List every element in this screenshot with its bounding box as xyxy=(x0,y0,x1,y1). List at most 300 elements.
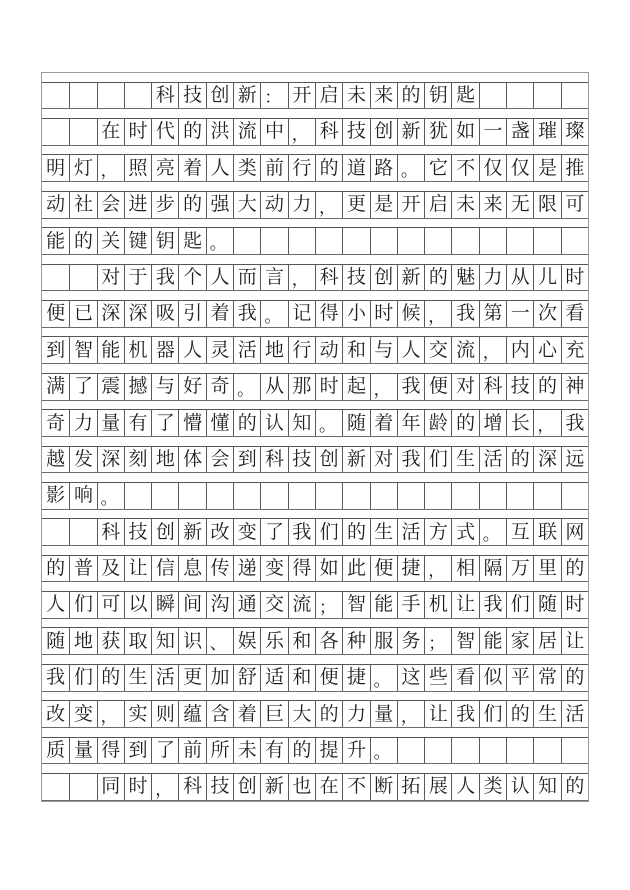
character-cell: 深 xyxy=(97,301,124,327)
text-row xyxy=(42,728,588,764)
character-cell: 言 xyxy=(260,265,287,291)
character-cell: 无 xyxy=(506,192,533,218)
character-cell: 通 xyxy=(233,592,260,618)
character-cell: 人 xyxy=(206,155,233,181)
character-cell: 随 xyxy=(342,410,369,436)
character-cell: 流 xyxy=(233,119,260,145)
empty-grid-cell xyxy=(424,228,451,254)
text-row xyxy=(42,109,588,145)
character-cell: 家 xyxy=(506,628,533,654)
character-cell: 内 xyxy=(506,337,533,363)
character-cell: 开 xyxy=(397,192,424,218)
character-cell: 大 xyxy=(288,701,315,727)
empty-grid-cell xyxy=(288,228,315,254)
empty-grid-cell xyxy=(533,483,560,509)
character-cell: 与 xyxy=(151,374,178,400)
character-cell: 时 xyxy=(124,774,151,800)
character-cell: 的 xyxy=(233,410,260,436)
character-cell: 活 xyxy=(479,447,506,473)
character-cell: 着 xyxy=(178,155,205,181)
character-cell: 我 xyxy=(451,701,478,727)
character-cell: 了 xyxy=(69,374,96,400)
character-cell: 起 xyxy=(342,374,369,400)
character-cell: 知 xyxy=(533,774,560,800)
grid-cells xyxy=(42,373,588,401)
text-row xyxy=(42,255,588,291)
character-cell: 让 xyxy=(424,701,451,727)
character-cell: 已 xyxy=(69,301,96,327)
character-cell: 得 xyxy=(288,556,315,582)
empty-grid-cell xyxy=(370,483,397,509)
character-cell: 而 xyxy=(233,265,260,291)
character-cell: 我 xyxy=(233,301,260,327)
character-cell: 们 xyxy=(506,592,533,618)
text-row xyxy=(42,692,588,728)
character-cell: 里 xyxy=(533,556,560,582)
character-cell: 越 xyxy=(46,447,66,470)
character-cell: 活 xyxy=(397,519,424,545)
grid-cells xyxy=(42,227,588,255)
text-row xyxy=(42,364,588,400)
character-cell: 在 xyxy=(97,119,124,145)
character-cell: 动 xyxy=(46,193,66,216)
text-row xyxy=(42,655,588,691)
character-cell: 及 xyxy=(97,556,124,582)
character-cell: 技 xyxy=(342,119,369,145)
character-cell: 创 xyxy=(370,119,397,145)
character-cell: 时 xyxy=(315,374,342,400)
character-cell: 便 xyxy=(424,374,451,400)
character-cell: 便 xyxy=(315,665,342,691)
character-cell: 奇 xyxy=(206,374,233,400)
empty-grid-cell xyxy=(342,483,369,509)
character-cell: 务 xyxy=(397,628,424,654)
title-row xyxy=(42,73,588,109)
empty-grid-cell xyxy=(561,228,588,254)
character-cell: 适 xyxy=(260,665,287,691)
character-cell: 科 xyxy=(260,447,287,473)
punctuation-cell: ， xyxy=(151,774,178,800)
empty-grid-cell xyxy=(124,83,151,109)
character-cell: 创 xyxy=(315,447,342,473)
character-cell: 技 xyxy=(342,265,369,291)
character-cell: 们 xyxy=(479,701,506,727)
character-cell: 些 xyxy=(424,665,451,691)
character-cell: 活 xyxy=(233,337,260,363)
character-cell: 第 xyxy=(479,301,506,327)
character-cell: 如 xyxy=(315,556,342,582)
character-cell: 流 xyxy=(451,337,478,363)
empty-grid-cell xyxy=(506,483,533,509)
character-cell: 我 xyxy=(451,301,478,327)
character-cell: 技 xyxy=(288,447,315,473)
character-cell: 平 xyxy=(506,665,533,691)
empty-grid-cell xyxy=(315,483,342,509)
character-cell: 我 xyxy=(151,265,178,291)
character-cell: 相 xyxy=(451,556,478,582)
character-cell: 能 xyxy=(97,337,124,363)
character-cell: 创 xyxy=(206,83,233,109)
punctuation-cell: 。 xyxy=(370,665,397,691)
empty-grid-cell xyxy=(315,228,342,254)
character-cell: 机 xyxy=(124,337,151,363)
character-cell: 地 xyxy=(69,628,96,654)
character-cell: 的 xyxy=(506,701,533,727)
punctuation-cell: 。 xyxy=(97,483,124,509)
character-cell: 深 xyxy=(97,447,124,473)
character-cell: 此 xyxy=(342,556,369,582)
character-cell: 类 xyxy=(479,774,506,800)
text-row xyxy=(42,764,588,800)
text-row xyxy=(42,619,588,655)
empty-grid-cell xyxy=(97,83,124,109)
character-cell: 量 xyxy=(97,410,124,436)
character-cell: 我 xyxy=(479,592,506,618)
grid-cells xyxy=(42,664,588,692)
character-cell: 知 xyxy=(151,628,178,654)
character-cell: 灯 xyxy=(69,155,96,181)
character-cell: 技 xyxy=(124,519,151,545)
character-cell: 递 xyxy=(233,556,260,582)
character-cell: 对 xyxy=(451,374,478,400)
character-cell: 新 xyxy=(178,519,205,545)
character-cell: 智 xyxy=(342,592,369,618)
grid-cells xyxy=(42,409,588,437)
character-cell: 我 xyxy=(397,374,424,400)
empty-grid-cell xyxy=(124,483,151,509)
punctuation-cell: ， xyxy=(479,337,506,363)
character-cell: 洪 xyxy=(206,119,233,145)
character-cell: 常 xyxy=(533,665,560,691)
empty-grid-cell xyxy=(561,738,588,764)
character-cell: 随 xyxy=(533,592,560,618)
text-row xyxy=(42,328,588,364)
character-cell: 一 xyxy=(479,119,506,145)
character-cell: 那 xyxy=(288,374,315,400)
character-cell: 手 xyxy=(397,592,424,618)
character-cell: 一 xyxy=(506,301,533,327)
empty-grid-cell xyxy=(533,228,560,254)
character-cell: 所 xyxy=(206,738,233,764)
character-cell: 活 xyxy=(151,665,178,691)
character-cell: 这 xyxy=(397,665,424,691)
character-cell: 各 xyxy=(315,628,342,654)
character-cell: 新 xyxy=(260,774,287,800)
character-cell: 着 xyxy=(370,410,397,436)
character-cell: 服 xyxy=(370,628,397,654)
character-cell: 前 xyxy=(178,738,205,764)
punctuation-cell: ， xyxy=(424,556,451,582)
empty-grid-cell xyxy=(260,483,287,509)
character-cell: 深 xyxy=(124,301,151,327)
empty-grid-cell xyxy=(233,228,260,254)
punctuation-cell: 。 xyxy=(206,228,233,254)
character-cell: 我 xyxy=(397,447,424,473)
grid-cells xyxy=(42,555,588,583)
punctuation-cell: ， xyxy=(397,701,424,727)
empty-grid-cell xyxy=(151,483,178,509)
character-cell: 方 xyxy=(424,519,451,545)
character-cell: 同 xyxy=(97,774,124,800)
character-cell: 科 xyxy=(315,265,342,291)
character-cell: 可 xyxy=(561,192,588,218)
character-cell: 键 xyxy=(124,228,151,254)
character-cell: 对 xyxy=(370,447,397,473)
character-cell: 生 xyxy=(124,665,151,691)
character-cell: 照 xyxy=(124,155,151,181)
character-cell: 明 xyxy=(46,156,66,179)
character-cell: 的 xyxy=(46,557,66,580)
character-cell: 看 xyxy=(561,301,588,327)
character-cell: 力 xyxy=(288,192,315,218)
character-cell: 获 xyxy=(97,628,124,654)
character-cell: 可 xyxy=(97,592,124,618)
character-cell: 我 xyxy=(46,666,66,689)
grid-cells xyxy=(42,82,588,110)
character-cell: 和 xyxy=(342,337,369,363)
character-cell: 推 xyxy=(561,155,588,181)
empty-grid-cell xyxy=(451,483,478,509)
empty-grid-cell xyxy=(479,228,506,254)
character-cell: 科 xyxy=(479,374,506,400)
empty-grid-cell xyxy=(260,228,287,254)
character-cell: 变 xyxy=(69,701,96,727)
character-cell: 不 xyxy=(451,155,478,181)
character-cell: 引 xyxy=(178,301,205,327)
character-cell: 看 xyxy=(451,665,478,691)
character-cell: 未 xyxy=(451,192,478,218)
character-cell: 蕴 xyxy=(178,701,205,727)
character-cell: 能 xyxy=(370,592,397,618)
character-cell: 流 xyxy=(288,592,315,618)
punctuation-cell: ， xyxy=(533,410,560,436)
punctuation-cell: ， xyxy=(97,701,124,727)
character-cell: 新 xyxy=(342,447,369,473)
character-cell: 类 xyxy=(233,155,260,181)
character-cell: 的 xyxy=(342,519,369,545)
character-cell: 人 xyxy=(46,593,66,616)
character-cell: 式 xyxy=(451,519,478,545)
character-cell: 在 xyxy=(315,774,342,800)
empty-grid-cell xyxy=(479,738,506,764)
character-cell: 的 xyxy=(424,265,451,291)
empty-grid-cell xyxy=(397,738,424,764)
character-cell: 钥 xyxy=(424,83,451,109)
character-cell: 技 xyxy=(506,374,533,400)
character-cell: 的 xyxy=(315,155,342,181)
character-cell: 们 xyxy=(424,447,451,473)
character-cell: 让 xyxy=(124,556,151,582)
punctuation-cell: 。 xyxy=(315,410,342,436)
punctuation-cell: 。 xyxy=(397,155,424,181)
text-row xyxy=(42,546,588,582)
character-cell: 智 xyxy=(69,337,96,363)
character-cell: 的 xyxy=(69,228,96,254)
character-cell: 匙 xyxy=(178,228,205,254)
character-cell: 新 xyxy=(233,83,260,109)
character-cell: 震 xyxy=(97,374,124,400)
grid-cells xyxy=(42,627,588,655)
grid-cells xyxy=(42,518,588,546)
empty-grid-cell xyxy=(42,119,69,145)
character-cell: 了 xyxy=(151,410,178,436)
character-cell: 便 xyxy=(370,556,397,582)
character-cell: 改 xyxy=(206,519,233,545)
character-cell: 量 xyxy=(69,738,96,764)
character-cell: 奇 xyxy=(46,411,66,434)
character-cell: 力 xyxy=(69,410,96,436)
empty-grid-cell xyxy=(233,483,260,509)
punctuation-cell: 。 xyxy=(479,519,506,545)
character-cell: 似 xyxy=(479,665,506,691)
punctuation-cell: 、 xyxy=(206,628,233,654)
empty-grid-cell xyxy=(533,83,560,109)
character-cell: 随 xyxy=(46,629,66,652)
character-cell: 科 xyxy=(97,519,124,545)
character-cell: 从 xyxy=(506,265,533,291)
character-cell: 取 xyxy=(124,628,151,654)
character-cell: 开 xyxy=(288,83,315,109)
character-cell: 未 xyxy=(233,738,260,764)
character-cell: 传 xyxy=(206,556,233,582)
character-cell: 活 xyxy=(561,701,588,727)
character-cell: 会 xyxy=(97,192,124,218)
character-cell: 来 xyxy=(370,83,397,109)
composition-grid-paper xyxy=(41,72,589,802)
character-cell: 有 xyxy=(124,410,151,436)
character-cell: 增 xyxy=(479,410,506,436)
character-cell: 限 xyxy=(533,192,560,218)
character-cell: 机 xyxy=(424,592,451,618)
character-cell: 万 xyxy=(506,556,533,582)
character-cell: 匙 xyxy=(451,83,478,109)
character-cell: 深 xyxy=(533,447,560,473)
character-cell: 科 xyxy=(178,774,205,800)
character-cell: 会 xyxy=(206,447,233,473)
character-cell: 生 xyxy=(370,519,397,545)
character-cell: 舒 xyxy=(233,665,260,691)
punctuation-cell: ； xyxy=(424,628,451,654)
character-cell: 好 xyxy=(178,374,205,400)
character-cell: 记 xyxy=(288,301,315,327)
character-cell: 时 xyxy=(370,301,397,327)
character-cell: 能 xyxy=(479,628,506,654)
character-cell: 识 xyxy=(178,628,205,654)
character-cell: 力 xyxy=(479,265,506,291)
character-cell: 新 xyxy=(397,265,424,291)
character-cell: 和 xyxy=(288,628,315,654)
character-cell: 交 xyxy=(424,337,451,363)
character-cell: 了 xyxy=(151,738,178,764)
character-cell: 科 xyxy=(315,119,342,145)
character-cell: 充 xyxy=(561,337,588,363)
empty-grid-cell xyxy=(69,83,96,109)
character-cell: 以 xyxy=(124,592,151,618)
character-cell: 是 xyxy=(533,155,560,181)
text-row xyxy=(42,437,588,473)
character-cell: 时 xyxy=(561,592,588,618)
punctuation-cell: ， xyxy=(315,192,342,218)
character-cell: 的 xyxy=(451,410,478,436)
character-cell: 创 xyxy=(370,265,397,291)
grid-cells xyxy=(42,446,588,474)
character-cell: 网 xyxy=(561,519,588,545)
character-cell: 对 xyxy=(97,265,124,291)
character-cell: 升 xyxy=(342,738,369,764)
character-cell: 璀 xyxy=(533,119,560,145)
character-cell: 沟 xyxy=(206,592,233,618)
empty-grid-cell xyxy=(69,119,96,145)
character-cell: 技 xyxy=(178,83,205,109)
character-cell: 的 xyxy=(178,192,205,218)
character-cell: 大 xyxy=(233,192,260,218)
character-cell: 儿 xyxy=(533,265,560,291)
character-cell: 捷 xyxy=(397,556,424,582)
punctuation-cell: ： xyxy=(260,83,287,109)
text-row xyxy=(42,182,588,218)
character-cell: 动 xyxy=(315,337,342,363)
character-cell: 社 xyxy=(69,192,96,218)
character-cell: 则 xyxy=(151,701,178,727)
character-cell: 刻 xyxy=(124,447,151,473)
empty-grid-cell xyxy=(206,483,233,509)
character-cell: 道 xyxy=(342,155,369,181)
character-cell: 动 xyxy=(260,192,287,218)
character-cell: 认 xyxy=(260,410,287,436)
character-cell: 技 xyxy=(206,774,233,800)
empty-grid-cell xyxy=(42,519,69,545)
text-row xyxy=(42,582,588,618)
character-cell: 是 xyxy=(370,192,397,218)
character-cell: 的 xyxy=(178,119,205,145)
character-cell: 娱 xyxy=(233,628,260,654)
grid-cells xyxy=(42,700,588,728)
character-cell: 了 xyxy=(260,519,287,545)
character-cell: 含 xyxy=(206,701,233,727)
empty-grid-cell xyxy=(69,265,96,291)
character-cell: 时 xyxy=(124,119,151,145)
empty-grid-cell xyxy=(451,738,478,764)
character-cell: 懂 xyxy=(206,410,233,436)
character-cell: 和 xyxy=(288,665,315,691)
character-cell: 联 xyxy=(533,519,560,545)
character-cell: 人 xyxy=(178,337,205,363)
punctuation-cell: ， xyxy=(288,119,315,145)
character-cell: 变 xyxy=(260,556,287,582)
character-cell: 变 xyxy=(233,519,260,545)
character-cell: 进 xyxy=(124,192,151,218)
character-cell: 断 xyxy=(370,774,397,800)
character-cell: 人 xyxy=(206,265,233,291)
character-cell: 前 xyxy=(260,155,287,181)
character-cell: 信 xyxy=(151,556,178,582)
character-cell: 次 xyxy=(533,301,560,327)
character-cell: 到 xyxy=(233,447,260,473)
character-cell: 实 xyxy=(124,701,151,727)
grid-cells xyxy=(42,118,588,146)
punctuation-cell: 。 xyxy=(233,374,260,400)
character-cell: 如 xyxy=(451,119,478,145)
character-cell: 启 xyxy=(315,83,342,109)
character-cell: 让 xyxy=(451,592,478,618)
character-cell: 加 xyxy=(206,665,233,691)
character-cell: 的 xyxy=(561,665,588,691)
character-cell: 影 xyxy=(46,484,66,507)
character-cell: 响 xyxy=(69,483,96,509)
character-cell: 捷 xyxy=(342,665,369,691)
character-cell: 行 xyxy=(288,155,315,181)
character-cell: 犹 xyxy=(424,119,451,145)
